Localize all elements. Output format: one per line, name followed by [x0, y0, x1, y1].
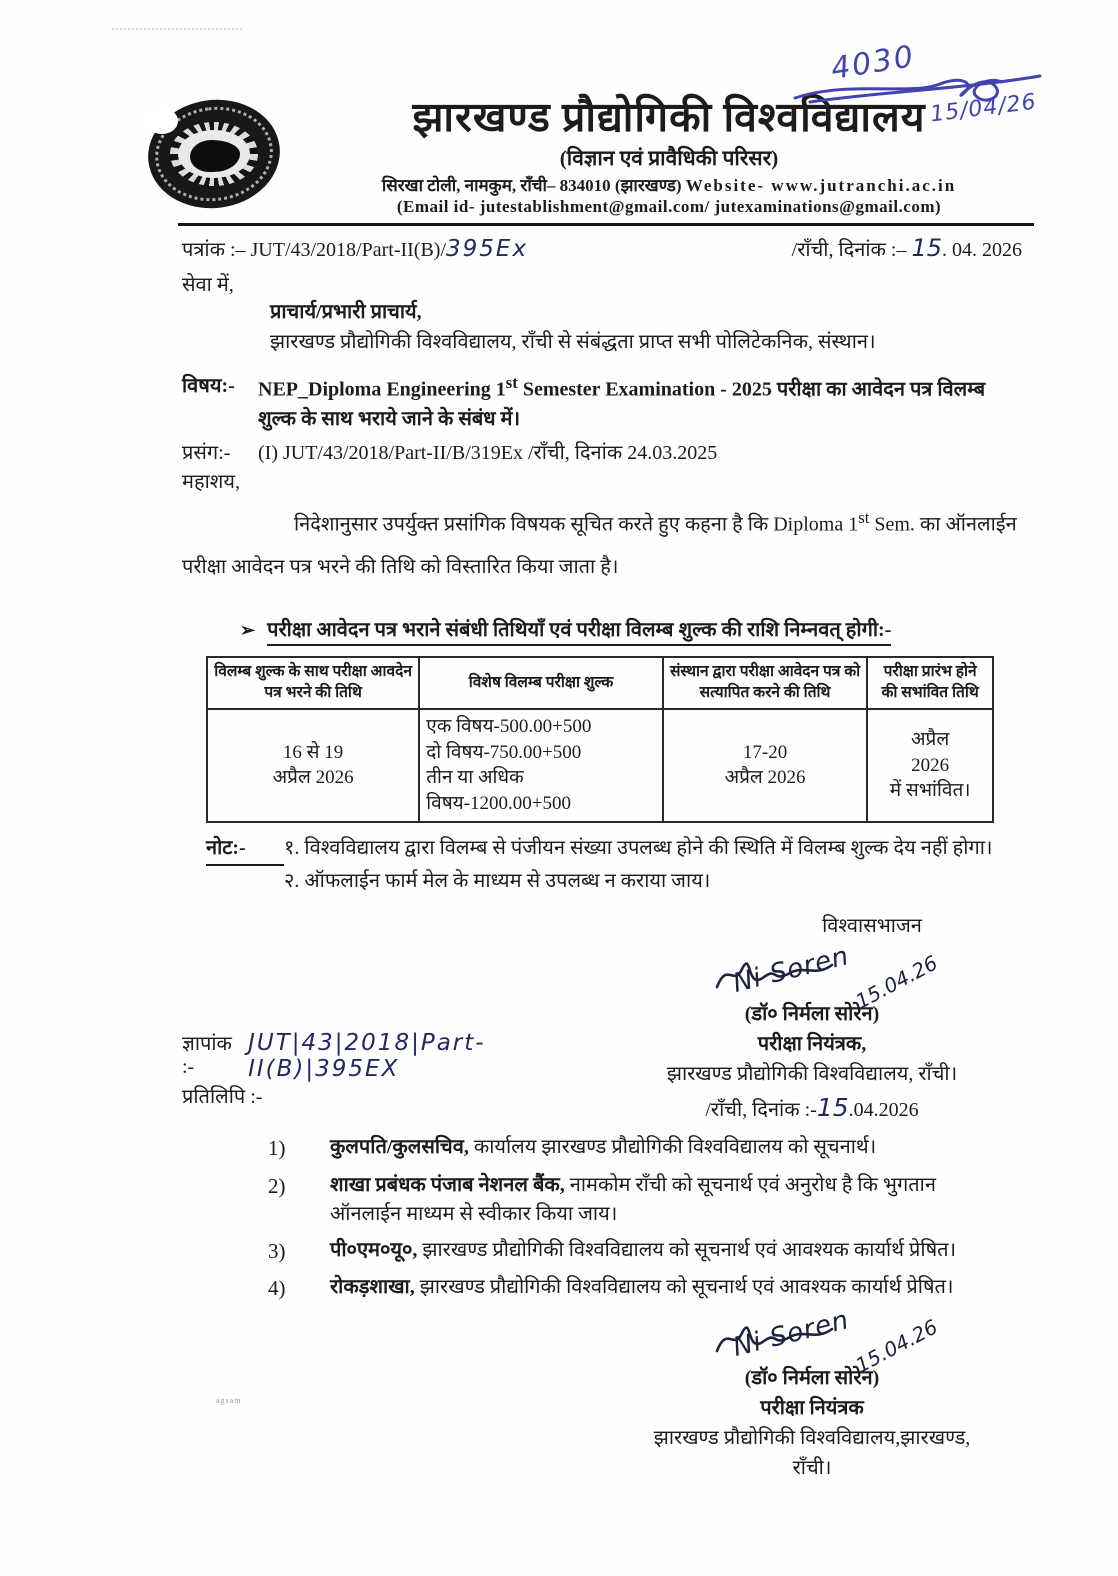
copy-item-2: [182, 1171, 1022, 1229]
col-header-exam-start: परीक्षा प्रारंभ होने की सभांवित तिथि: [867, 657, 993, 709]
university-name: झारखण्ड प्रौद्योगिकी विश्वविद्यालय: [412, 94, 926, 140]
addressee-block: [270, 297, 1022, 357]
signature-date-line: [602, 1089, 1022, 1127]
copy-recipient: पी०एम०यू०,: [330, 1238, 418, 1261]
postal-address: सिरखा टोली, नामकुम, राँची– 834010 (झारखण्ड): [381, 175, 682, 195]
university-seal-logo: [148, 100, 280, 208]
col-header-verify-dates: संस्थान द्वारा परीक्षा आवेदन पत्र को सत्यापित करने की तिथि: [663, 657, 867, 709]
campus-subtitle: (विज्ञान एवं प्रावैधिकी परिसर): [559, 146, 779, 171]
addressee-title: प्राचार्य/प्रभारी प्राचार्य,: [270, 301, 422, 323]
table-intro-text: परीक्षा आवेदन पत्र भराने संबंधी तिथियाँ एवं परीक्षा विलम्ब शुल्क की राशि निम्नवत् होगी:-: [267, 615, 891, 646]
notes-section: [206, 833, 1022, 897]
copy-item-4: [182, 1273, 1022, 1303]
handwritten-day: 15: [911, 234, 942, 262]
copies-list: [182, 1133, 1022, 1303]
greeting: महाशय,: [182, 470, 240, 493]
signer-name: (डॉ० निर्मला सोरेन): [744, 1002, 880, 1025]
second-signature-zone: [182, 1305, 1022, 1483]
note-item-1: १. विश्वविद्यालय द्वारा विलम्ब से पंजीयन संख्या उपलब्ध होने की स्थिति में विलम्ब शुल्क देय नहीं होगा।: [284, 836, 993, 859]
signer-org: झारखण्ड प्रौद्योगिकी विश्वविद्यालय,झारखण्ड,: [653, 1426, 971, 1449]
signer-title: परीक्षा नियंत्रक: [760, 1396, 864, 1419]
copy-number: 3): [268, 1238, 286, 1263]
fill-date-line2: अप्रैल 2026: [272, 767, 354, 789]
signature-name-text: Ni Soren: [730, 940, 853, 999]
letter-number-printed: पत्रांक :– JUT/43/2018/Part-II(B)/: [182, 239, 447, 261]
handwritten-top-date: 15/04/26: [928, 89, 1038, 128]
memo-number-line: [182, 1029, 602, 1082]
closing-trust-text: विश्वासभाजन: [822, 914, 922, 937]
copy-detail: नामकोम राँची को सूचनार्थ एवं अनुरोध है कि भुगतान ऑनलाईन माध्यम से स्वीकार किया जाय।: [330, 1173, 936, 1225]
copy-detail: कार्यालय झारखण्ड प्रौद्योगिकी विश्वविद्यालय को सूचनार्थ।: [468, 1136, 877, 1159]
signature-block-2: [602, 1305, 1022, 1483]
subject-part1: NEP_Diploma Engineering 1: [258, 378, 506, 401]
address-line: [280, 175, 1058, 196]
note-row-2: [284, 866, 1022, 897]
copy-item-3: [182, 1236, 1022, 1266]
copy-detail: झारखण्ड प्रौद्योगिकी विश्वविद्यालय को सूचनार्थ एवं आवश्यक कार्यार्थ प्रेषित।: [417, 1238, 957, 1261]
copy-text: [330, 1236, 1022, 1266]
signature-date-text: 15.04.26: [851, 950, 942, 1014]
handwritten-sig-day: 15: [816, 1092, 849, 1122]
context-label: प्रसंग:-: [182, 441, 231, 464]
start-line3: में सभांवित।: [889, 780, 971, 802]
copy-number: 1): [268, 1136, 286, 1161]
verify-date-line2: अप्रैल 2026: [724, 767, 806, 789]
col-header-late-fee: विशेष विलम्ब परीक्षा शुल्क: [419, 657, 663, 709]
handwritten-dispatch-number: 4030: [828, 39, 918, 87]
verify-date-line1: 17-20: [742, 741, 788, 763]
copy-text: [330, 1273, 1022, 1303]
body-part1: निदेशानुसार उपर्युक्त प्रसांगिक विषयक सूचित करते हुए कहना है कि Diploma 1: [294, 513, 859, 536]
handwritten-memo-number: JUT|43|2018|Part-II(B)|395EX: [248, 1029, 486, 1082]
email-line: (Email id- jutestablishment@gmail.com/ jutexaminations@gmail.com): [396, 196, 942, 216]
note-row-1: [206, 833, 1022, 866]
subject-part2: Semester Examination - 2025 परीक्षा का आवेदन पत्र विलम्ब: [517, 378, 986, 401]
subject-line: [182, 371, 1022, 434]
copy-recipient: कुलपति/कुलसचिव,: [330, 1136, 469, 1159]
table-header-row: [207, 657, 993, 709]
signer-city: राँची।: [792, 1456, 832, 1479]
place-date: [792, 234, 1022, 262]
copy-text: [330, 1171, 1022, 1229]
copy-to-label: प्रतिलिपि :-: [182, 1085, 263, 1108]
start-line2: 2026: [911, 754, 950, 776]
exam-fee-table: [206, 656, 994, 822]
body-superscript: st: [858, 507, 870, 527]
start-line1: अप्रैल: [911, 728, 950, 750]
signer-org: झारखण्ड प्रौद्योगिकी विश्वविद्यालय, राँची।: [666, 1062, 958, 1085]
fee-two-subjects: दो विषय-750.00+500: [426, 741, 582, 763]
signer-title: परीक्षा नियंत्रक,: [757, 1032, 867, 1055]
signature-name-text: Ni Soren: [730, 1304, 853, 1363]
note-item-2: २. ऑफलाईन फार्म मेल के माध्यम से उपलब्ध न कराया जाय।: [284, 869, 711, 892]
handwritten-dispatch-annotation: [830, 34, 1060, 144]
context-text: (I) JUT/43/2018/Part-II/B/319Ex /राँची, दिनांक 24.03.2025: [258, 441, 718, 464]
context-line: [182, 438, 1022, 465]
faint-footer-artifact: agsam: [216, 1396, 242, 1405]
signature-block-1: [602, 911, 1022, 1127]
subject-superscript: st: [505, 373, 518, 392]
col-header-fill-dates: विलम्ब शुल्क के साथ परीक्षा आवदेन पत्र भरने की तिथि: [207, 657, 419, 709]
sig-date-rest: .04.2026: [848, 1098, 919, 1121]
memo-label: ज्ञापांक :-: [182, 1032, 232, 1078]
signer-name: (डॉ० निर्मला सोरेन): [744, 1366, 880, 1389]
copy-number: 4): [268, 1276, 286, 1301]
cell-exam-start: [867, 709, 993, 822]
copy-item-1: [182, 1133, 1022, 1163]
salutation-seva: सेवा में,: [182, 274, 234, 296]
fee-three-plus-subjects: तीन या अधिक विषय-1200.00+500: [426, 767, 571, 815]
handwritten-letter-number: 395Ex: [446, 236, 529, 262]
fill-date-line1: 16 से 19: [282, 741, 344, 763]
body-part2: Sem. का ऑनलाईन परीक्षा आवेदन पत्र भरने की तिथि को विस्तारित किया जाता है।: [182, 513, 1017, 579]
website-text: Website- www.jutranchi.ac.in: [685, 175, 957, 195]
scan-glare-spot: [146, 108, 178, 134]
signature-date-text: 15.04.26: [851, 1314, 942, 1378]
fee-one-subject: एक विषय-500.00+500: [426, 716, 592, 738]
note-label: नोट:-: [206, 833, 284, 866]
sig-date-printed: /राँची, दिनांक :-: [705, 1098, 817, 1121]
subject-text: [258, 371, 985, 434]
reference-number-line: [182, 234, 1022, 262]
subject-line2: शुल्क के साथ भराये जाने के संबंध में।: [258, 407, 521, 430]
date-rest: . 04. 2026: [942, 239, 1022, 261]
copy-recipient: शाखा प्रबंधक पंजाब नेशनल बैंक,: [330, 1173, 565, 1196]
addressee-detail: झारखण्ड प्रौद्योगिकी विश्वविद्यालय, राँची से संबंद्धता प्राप्त सभी पोलिटेकनिक, संस्थान।: [270, 331, 876, 353]
copy-detail: झारखण्ड प्रौद्योगिकी विश्वविद्यालय को सूचनार्थ एवं आवश्यक कार्यार्थ प्रेषित।: [414, 1276, 954, 1299]
place-date-printed: /राँची, दिनांक :–: [791, 239, 907, 261]
cell-late-fees: [419, 709, 663, 822]
table-data-row: [207, 709, 993, 822]
cell-fill-dates: [207, 709, 419, 822]
memo-left-column: [182, 911, 602, 1127]
cell-verify-dates: [663, 709, 867, 822]
letter-body: [0, 234, 1118, 1483]
letter-number: [182, 235, 528, 262]
first-signature-zone: [182, 911, 1022, 1127]
main-paragraph: [182, 500, 1022, 590]
subject-label: विषय:-: [182, 375, 235, 397]
table-intro-line: [240, 615, 1022, 646]
letterhead-divider: [178, 223, 1034, 226]
arrow-bullet-icon: ➢: [240, 620, 256, 641]
scan-artifact: [112, 28, 242, 38]
copy-text: [330, 1133, 1022, 1163]
copy-recipient: रोकड़शाखा,: [330, 1276, 415, 1299]
copy-number: 2): [268, 1173, 286, 1198]
